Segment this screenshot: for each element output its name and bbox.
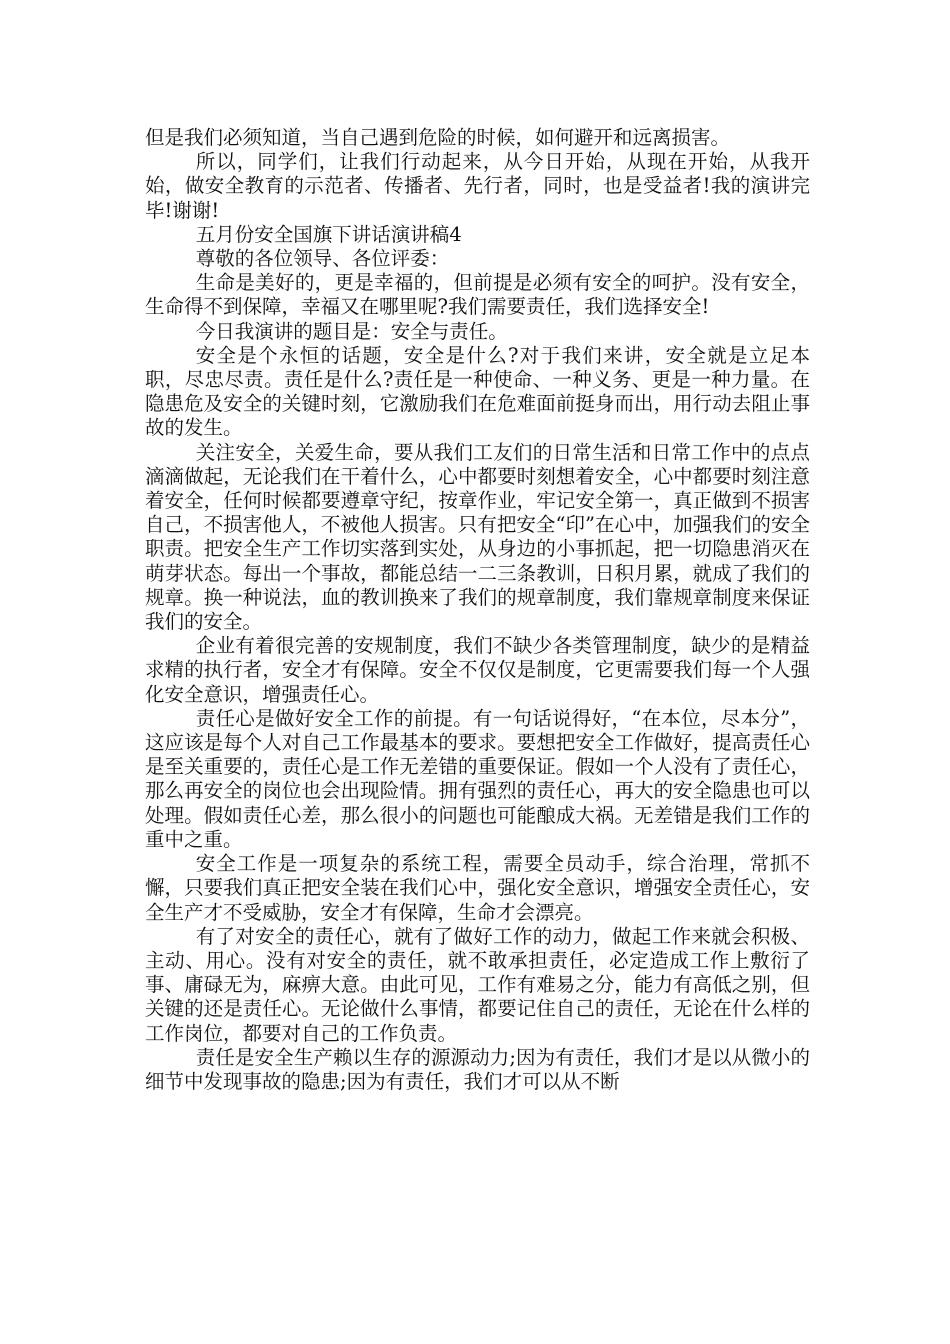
paragraph: 责任是安全生产赖以生存的源源动力;因为有责任，我们才是以从微小的细节中发现事故的隐患;因为有责任，我们才可以从不断 <box>145 1045 810 1093</box>
document-body <box>145 126 810 1094</box>
paragraph: 安全是个永恒的话题，安全是什么?对于我们来讲，安全就是立足本职，尽忠尽责。责任是什么?责任是一种使命、一种义务、更是一种力量。在隐患危及安全的关键时刻，它激励我们在危难面前挺身而出，用行动去阻止事故的发生。 <box>145 343 810 440</box>
paragraph: 安全工作是一项复杂的系统工程，需要全员动手，综合治理，常抓不懈，只要我们真正把安全装在我们心中，强化安全意识，增强安全责任心，安全生产才不受威胁，安全才有保障，生命才会漂亮。 <box>145 852 810 924</box>
paragraph: 企业有着很完善的安规制度，我们不缺少各类管理制度，缺少的是精益求精的执行者，安全才有保障。安全不仅仅是制度，它更需要我们每一个人强化安全意识，增强责任心。 <box>145 634 810 706</box>
paragraph: 关注安全，关爱生命，要从我们工友们的日常生活和日常工作中的点点滴滴做起，无论我们在干着什么，心中都要时刻想着安全，心中都要时刻注意着安全，任何时候都要遵章守纪，按章作业，牢记安全第一，真正做到不损害自己，不损害他人，不被他人损害。只有把安全“印”在心中，加强我们的安全职责。把安全生产工作切实落到实处，从身边的小事抓起，把一切隐患消灭在萌芽状态。每出一个事故，都能总结一二三条教训，日积月累，就成了我们的规章。换一种说法，血的教训换来了我们的规章制度，我们靠规章制度来保证我们的安全。 <box>145 440 810 634</box>
salutation: 尊敬的各位领导、各位评委： <box>195 247 450 271</box>
paragraph-continuation: 但是我们必须知道，当自己遇到危险的时候，如何避开和远离损害。 <box>145 126 731 149</box>
speech-title: 五月份安全国旗下讲话演讲稿4 <box>195 222 462 246</box>
paragraph: 生命是美好的，更是幸福的，但前提是必须有安全的呵护。没有安全，生命得不到保障，幸福又在哪里呢?我们需要责任，我们选择安全! <box>145 271 810 319</box>
paragraph-topic: 今日我演讲的题目是：安全与责任。 <box>195 319 508 343</box>
paragraph-closing: 所以，同学们，让我们行动起来，从今日开始，从现在开始，从我开始，做安全教育的示范者、传播者、先行者，同时，也是受益者!我的演讲完毕!谢谢! <box>145 150 810 222</box>
paragraph: 有了对安全的责任心，就有了做好工作的动力，做起工作来就会积极、主动、用心。没有对安全的责任，就不敢承担责任，必定造成工作上敷衍了事、庸碌无为，麻痹大意。由此可见，工作有难易之分，能力有高低之别，但关键的还是责任心。无论做什么事情，都要记住自己的责任，无论在什么样的工作岗位，都要对自己的工作负责。 <box>145 924 810 1045</box>
paragraph: 责任心是做好安全工作的前提。有一句话说得好，“在本位，尽本分”，这应该是每个人对自己工作最基本的要求。要想把安全工作做好，提高责任心是至关重要的，责任心是工作无差错的重要保证。假如一个人没有了责任心，那么再安全的岗位也会出现险情。拥有强烈的责任心，再大的安全隐患也可以处理。假如责任心差，那么很小的问题也可能酿成大祸。无差错是我们工作的重中之重。 <box>145 706 810 851</box>
